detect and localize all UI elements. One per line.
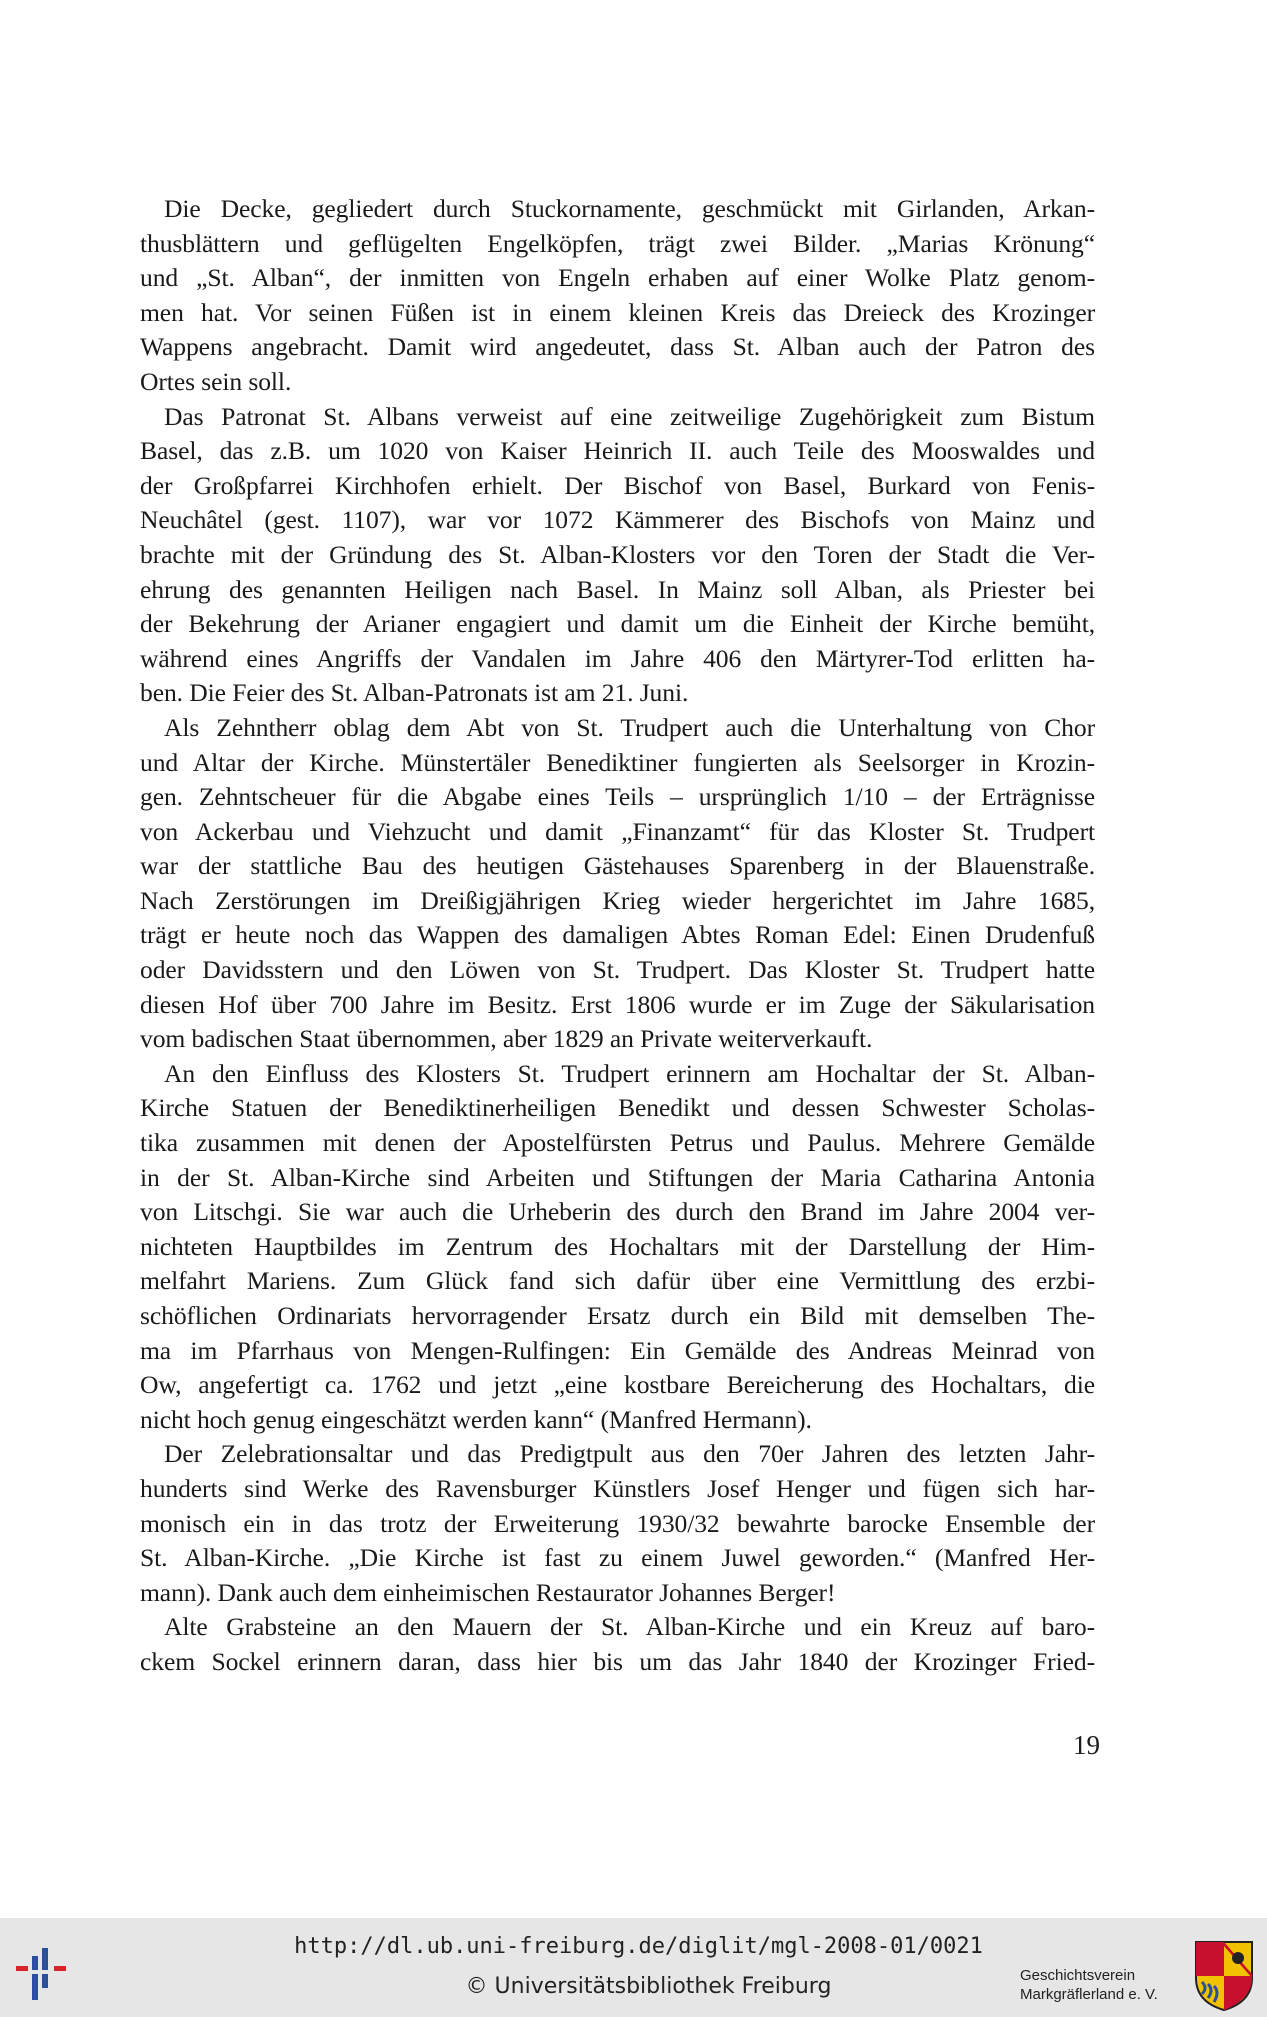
text-line: Ow, angefertigt ca. 1762 und jetzt „eine kostbare Bereicherung des Hochaltars, die — [140, 1370, 1095, 1400]
paragraph — [140, 1437, 1095, 1610]
text-line: Ortes sein soll. — [140, 366, 292, 396]
text-line: melfahrt Mariens. Zum Glück fand sich dafür über eine Vermittlung des erzbi- — [140, 1266, 1095, 1296]
text-line: und „St. Alban“, der inmitten von Engeln erhaben auf einer Wolke Platz genom- — [140, 263, 1095, 293]
text-line: men hat. Vor seinen Füßen ist in einem kleinen Kreis das Dreieck des Krozinger — [140, 297, 1095, 327]
paragraph — [140, 1610, 1095, 1679]
copyright-notice: © Universitätsbibliothek Freiburg — [465, 1974, 832, 1999]
text-line: Als Zehntherr oblag dem Abt von St. Trudpert auch die Unterhaltung von Chor — [164, 712, 1095, 742]
text-line: hunderts sind Werke des Ravensburger Künstlers Josef Henger und fügen sich har- — [140, 1473, 1095, 1503]
document-url[interactable] — [0, 1934, 1267, 1959]
text-line: während eines Angriffs der Vandalen im Jahre 406 den Märtyrer-Tod erlitten ha- — [140, 643, 1095, 673]
society-name — [1020, 1966, 1158, 2004]
paragraph — [140, 711, 1095, 1057]
text-line: ma im Pfarrhaus von Mengen-Rulfingen: Ein Gemälde des Andreas Meinrad von — [140, 1335, 1095, 1365]
viewer-footer — [0, 1918, 1267, 2017]
paragraph — [140, 400, 1095, 711]
text-line: mann). Dank auch dem einheimischen Restaurator Johannes Berger! — [140, 1577, 836, 1607]
text-line: Alte Grabsteine an den Mauern der St. Alban-Kirche und ein Kreuz auf baro- — [164, 1612, 1095, 1642]
text-line: ckem Sockel erinnern daran, dass hier bis um das Jahr 1840 der Krozinger Fried- — [140, 1646, 1095, 1676]
text-line: Basel, das z.B. um 1020 von Kaiser Heinrich II. auch Teile des Mooswaldes und — [140, 436, 1095, 466]
text-line: ben. Die Feier des St. Alban-Patronats ist am 21. Juni. — [140, 678, 689, 708]
body-text — [140, 192, 1095, 1680]
text-line: trägt er heute noch das Wappen des damaligen Abtes Roman Edel: Einen Drudenfuß — [140, 920, 1095, 950]
text-line: Die Decke, gegliedert durch Stuckornamente, geschmückt mit Girlanden, Arkan- — [164, 194, 1095, 223]
paragraph — [140, 1057, 1095, 1438]
text-line: nicht hoch genug eingeschätzt werden kann“ (Manfred Hermann). — [140, 1404, 812, 1434]
paragraph — [140, 192, 1095, 400]
text-line: Der Zelebrationsaltar und das Predigtpult aus den 70er Jahren des letzten Jahr- — [164, 1439, 1095, 1469]
text-line: ehrung des genannten Heiligen nach Basel. In Mainz soll Alban, als Priester bei — [140, 574, 1095, 604]
text-line: tika zusammen mit denen der Apostelfürsten Petrus und Paulus. Mehrere Gemälde — [140, 1128, 1095, 1158]
text-line: der Bekehrung der Arianer engagiert und damit um die Einheit der Kirche bemüht, — [140, 609, 1095, 639]
society-name-line2: Markgräflerland e. V. — [1020, 1986, 1158, 2003]
text-line: diesen Hof über 700 Jahre im Besitz. Erst 1806 wurde er im Zuge der Säkularisation — [140, 989, 1095, 1019]
text-line: An den Einfluss des Klosters St. Trudpert erinnern am Hochaltar der St. Alban- — [164, 1058, 1095, 1088]
text-line: und Altar der Kirche. Münstertäler Benediktiner fungierten als Seelsorger in Krozin- — [140, 747, 1095, 777]
text-line: St. Alban-Kirche. „Die Kirche ist fast zu einem Juwel geworden.“ (Manfred Her- — [140, 1543, 1095, 1573]
text-line: Nach Zerstörungen im Dreißigjährigen Krieg wieder hergerichtet im Jahre 1685, — [140, 885, 1095, 915]
text-line: nichteten Hauptbildes im Zentrum des Hochaltars mit der Darstellung der Him- — [140, 1231, 1095, 1261]
text-line: von Litschgi. Sie war auch die Urheberin des durch den Brand im Jahre 2004 ver- — [140, 1197, 1095, 1227]
text-line: der Großpfarrei Kirchhofen erhielt. Der Bischof von Basel, Burkard von Fenis- — [140, 470, 1095, 500]
text-line: Wappens angebracht. Damit wird angedeutet, dass St. Alban auch der Patron des — [140, 332, 1095, 362]
text-line: monisch ein in das trotz der Erweiterung 1930/32 bewahrte barocke Ensemble der — [140, 1508, 1095, 1538]
text-line: brachte mit der Gründung des St. Alban-Klosters vor den Toren der Stadt die Ver- — [140, 539, 1095, 569]
text-line: gen. Zehntscheuer für die Abgabe eines Teils – ursprünglich 1/10 – der Erträgnisse — [140, 782, 1095, 812]
text-line: von Ackerbau und Viehzucht und damit „Finanzamt“ für das Kloster St. Trudpert — [140, 816, 1095, 846]
text-line: thusblättern und geflügelten Engelköpfen, trägt zwei Bilder. „Marias Krönung“ — [140, 228, 1095, 258]
text-line: schöflichen Ordinariats hervorragender Ersatz durch ein Bild mit demselben The- — [140, 1301, 1095, 1330]
coat-of-arms-icon — [1192, 1938, 1256, 2012]
text-line: in der St. Alban-Kirche sind Arbeiten und Stiftungen der Maria Catharina Antonia — [140, 1162, 1095, 1192]
text-line: oder Davidsstern und den Löwen von St. Trudpert. Das Kloster St. Trudpert hatte — [140, 955, 1095, 985]
text-line: Kirche Statuen der Benediktinerheiligen Benedikt und dessen Schwester Scholas- — [140, 1093, 1095, 1123]
society-name-line1: Geschichtsverein — [1020, 1967, 1136, 1984]
document-url-link[interactable]: http://dl.ub.uni-freiburg.de/diglit/mgl-2008-01/0021 — [294, 1934, 983, 1959]
text-line: vom badischen Staat übernommen, aber 1829 an Private weiterverkauft. — [140, 1024, 873, 1054]
page-number: 19 — [1073, 1730, 1100, 1760]
text-line: war der stattliche Bau des heutigen Gästehauses Sparenberg in der Blauenstraße. — [140, 851, 1095, 881]
text-line: Das Patronat St. Albans verweist auf eine zeitweilige Zugehörigkeit zum Bistum — [164, 401, 1095, 431]
text-line: Neuchâtel (gest. 1107), war vor 1072 Kämmerer des Bischofs von Mainz und — [140, 505, 1095, 535]
